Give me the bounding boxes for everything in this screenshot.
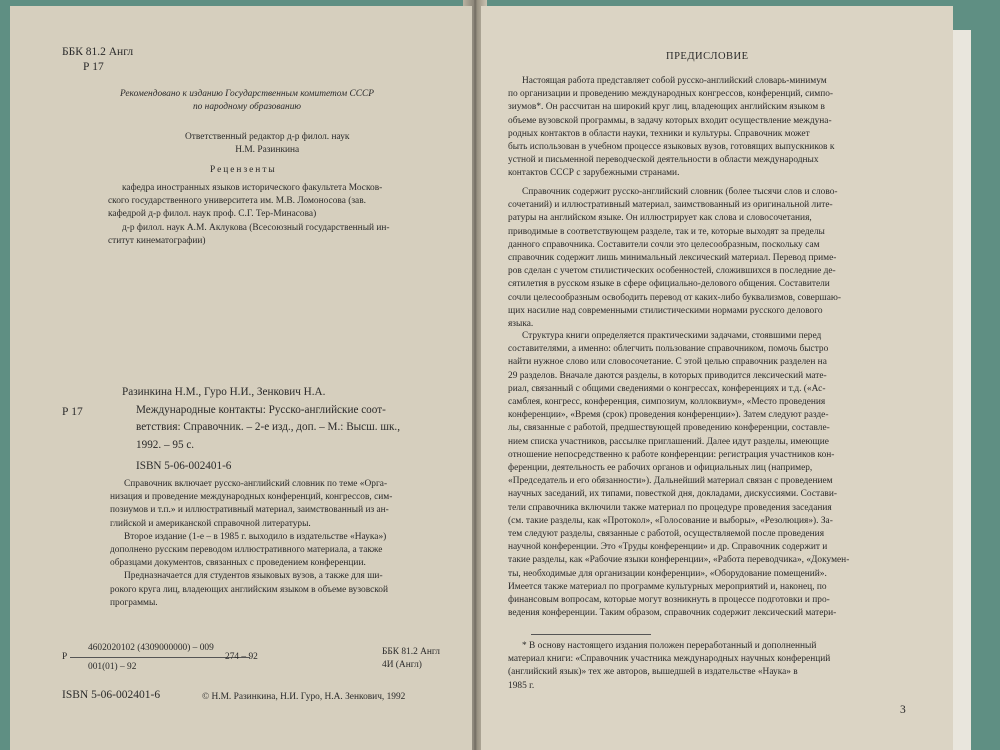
footnote	[508, 640, 830, 693]
annotation-line: Предназначается для студентов языковых вузов, а также для ши-	[124, 571, 383, 582]
catalog-card	[122, 384, 400, 476]
editor	[185, 131, 349, 157]
text-line: зиумов*. Он рассчитан на широкий круг лиц, владеющих английским языком в	[508, 102, 825, 113]
text-line: приводимые в соответствующем разделе, так и те, которые выходят за пределы	[508, 226, 825, 237]
text-line: щих насилие над современными стилистическими нормами русского делового	[508, 305, 823, 316]
text-line: отношение непосредственно к работе конференции: регистрация участников кон-	[508, 449, 835, 460]
text-line: сятилетия в русском языке в сфере официально-делового общения. Составители	[508, 279, 830, 290]
reviewer-line: ститут кинематографии)	[108, 235, 206, 246]
formula-p: Р	[62, 652, 68, 662]
text-line: ты, необходимые для организации конференции», «Оборудование помещений».	[508, 568, 827, 579]
paragraph-3	[508, 330, 849, 620]
text-line: научной конференции. Это «Труды конференции» и др. Справочник содержит и	[508, 542, 828, 553]
code: Р 17	[83, 61, 104, 73]
footnote-line: 1985 г.	[508, 680, 535, 691]
annotation	[110, 478, 392, 610]
text-line: контактов СССР с зарубежными странами.	[508, 168, 680, 179]
footnote-line: * В основу настоящего издания положен переработанный и дополненный	[522, 641, 817, 651]
annotation-line: Второе издание (1-е – в 1985 г. выходило в издательстве «Наука»)	[124, 531, 387, 542]
annotation-line: рокого круга лиц, владеющих английским языком в объеме вузовской	[110, 584, 389, 595]
text-line: Настоящая работа представляет собой русско-английский словарь-минимум	[522, 76, 827, 86]
formula-rule	[70, 657, 250, 658]
reviewer-line: ского государственного университета им. М.В. Ломоносова (зав.	[108, 196, 366, 207]
classification: ББК 81.2 Англ	[62, 46, 134, 58]
reviewers	[108, 182, 390, 248]
text-line: быть использован в учебном процессе языковых вузов, готовящих выпускников к	[508, 142, 835, 153]
card-code: Р 17	[62, 406, 83, 418]
annotation-line: дополнено русским переводом иллюстративного материала, а также	[110, 545, 383, 556]
text-line: данного справочника. Составители сочли это целесообразным, поскольку сам	[508, 239, 820, 250]
card-line: 1992. – 95 с.	[136, 438, 195, 451]
text-line: конференции», «Время (срок) проведения конференции»). Затем следуют разде-	[508, 410, 829, 421]
text-line: такие разделы, как «Рабочие языки конференции», «Работа переводчика», «Докумен-	[508, 555, 850, 566]
text-line: ведения конференции. Таким образом, справочник содержит лексический матери-	[508, 608, 837, 619]
reviewer-line: кафедрой д-р филол. наук проф. С.Г. Тер-Минасова)	[108, 209, 317, 220]
text-line: тем следуют разделы, связанные с работой, осуществляемой после проведения	[508, 529, 825, 540]
annotation-line: программы.	[110, 597, 158, 608]
formula-top: 4602020102 (4309000000) – 009	[88, 643, 214, 653]
formula-right: 274 – 92	[225, 652, 258, 662]
text-line: Структура книги определяется практическими задачами, стоявшими перед	[522, 331, 822, 341]
text-line: лы, связанные с работой, предшествующей проведению конференции, составле-	[508, 423, 830, 434]
footnote-rule	[531, 634, 651, 635]
text-line: 29 разделов. Вначале даются разделы, в которых приводится лексический мате-	[508, 370, 827, 381]
card-isbn: ISBN 5-06-002401-6	[136, 460, 232, 472]
editor-line: Ответственный редактор д-р филол. наук	[185, 132, 350, 142]
bbk-bottom	[382, 646, 440, 672]
page-title: ПРЕДИСЛОВИЕ	[666, 51, 749, 62]
text-line: устной и письменной переводческой деятельности в области международных	[508, 155, 819, 166]
recommendation	[120, 88, 374, 114]
bbk-line: 4И (Англ)	[382, 660, 422, 671]
text-line: ференции, деятельность ее рабочих органов и официальных лиц (например,	[508, 463, 813, 474]
reviewers-title: Рецензенты	[210, 165, 277, 175]
paragraph-1	[508, 75, 834, 181]
text-line: родных контактов в области науки, техники и культуры. Справочник может	[508, 128, 810, 139]
formula-bottom: 001(01) – 92	[88, 662, 137, 672]
annotation-line: низация и проведение международных конференций, конгрессов, сим-	[110, 492, 393, 503]
copyright: © Н.М. Разинкина, Н.И. Гуро, Н.А. Зенкович, 1992	[202, 692, 406, 702]
text-line: по организации и проведению международных конгрессов, конференций, симпо-	[508, 89, 834, 100]
text-line: финансовым вопросам, которые могут возникнуть в процессе подготовки и про-	[508, 595, 830, 606]
text-line: научных заседаний, их типами, повесткой дня, докладами, дискуссиями. Состави-	[508, 489, 837, 500]
text-line: найти нужное слово или словосочетание. С этой целью справочник разделен на	[508, 357, 827, 368]
text-line: самблея, конгресс, конференция, симпозиум, коллоквиум», «Место проведения	[508, 397, 826, 408]
text-line: Имеется также материал по программе культурных мероприятий и, наконец, по	[508, 581, 827, 592]
right-page	[481, 6, 953, 750]
card-authors: Разинкина Н.М., Гуро Н.И., Зенкович Н.А.	[122, 386, 326, 398]
text-line: «Председатель и его обязанности»). Дальнейший материал связан с проведением	[508, 476, 833, 487]
text-line: тели справочника включили также материал по процедуре проведения заседания	[508, 502, 832, 513]
page-number: 3	[900, 704, 906, 716]
editor-name: Н.М. Разинкина	[235, 145, 300, 156]
text-line: риал, связанный с общими сведениями о конгрессах, конференциях и т.д. («Ас-	[508, 383, 826, 394]
card-line: Международные контакты: Русско-английские соот-	[136, 403, 386, 416]
page-edges	[953, 30, 971, 750]
annotation-line: образцами документов, связанных с проведением конференции.	[110, 558, 366, 569]
recommendation-line: Рекомендовано к изданию Государственным комитетом СССР	[120, 89, 374, 99]
left-page	[10, 6, 472, 750]
annotation-line: Справочник включает русско-английский словник по теме «Орга-	[124, 479, 388, 489]
text-line: объеме вузовской программы, в задачу которых входит осуществление междуна-	[508, 115, 832, 126]
text-line: ров сделан с учетом стилистических особенностей, сложившихся в последние де-	[508, 266, 836, 277]
annotation-line: позиумов и т.п.» и иллюстративный материал, заимствованный из ан-	[110, 505, 389, 516]
card-line: ветствия: Справочник. – 2-е изд., доп. – М.: Высш. шк.,	[136, 421, 400, 433]
reviewer-line: кафедра иностранных языков исторического факультета Москов-	[122, 183, 383, 193]
text-line: составителями, а именно: облегчить пользование справочником, помочь быстро	[508, 344, 829, 355]
isbn-bottom: ISBN 5-06-002401-6	[62, 689, 161, 701]
recommendation-line: по народному образованию	[192, 102, 301, 113]
text-line: нием списка участников, рассылке приглашений. Далее идут разделы, имеющие	[508, 436, 829, 447]
footnote-line: материал книги: «Справочник участника международных научных конференций	[508, 654, 831, 665]
text-line: Справочник содержит русско-английский словник (более тысячи слов и слово-	[522, 187, 838, 197]
text-line: сочетаний) и иллюстративный материал, заимствованный из оригинальной лите-	[508, 200, 833, 211]
reviewer-line: д-р филол. наук А.М. Аклукова (Всесоюзный государственный ин-	[122, 222, 390, 233]
annotation-line: глийской и американской справочной литературы.	[110, 518, 311, 529]
bbk-line: ББК 81.2 Англ	[382, 647, 440, 657]
paragraph-2	[508, 186, 841, 331]
footnote-line: (английский язык)» тех же авторов, вышедшей в издательстве «Наука» в	[508, 667, 798, 678]
text-line: сочли целесообразным освободить перевод от каких-либо буквализмов, совершаю-	[508, 292, 842, 303]
text-line: справочник содержит лишь минимальный лексический материал. Перевод приме-	[508, 253, 837, 264]
text-line: (см. такие разделы, как «Протокол», «Голосование и выборы», «Резолюция»). За-	[508, 515, 833, 526]
text-line: ратуры на английском языке. Он иллюстрирует как слова и словосочетания,	[508, 213, 812, 224]
text-line: языка.	[508, 319, 534, 330]
